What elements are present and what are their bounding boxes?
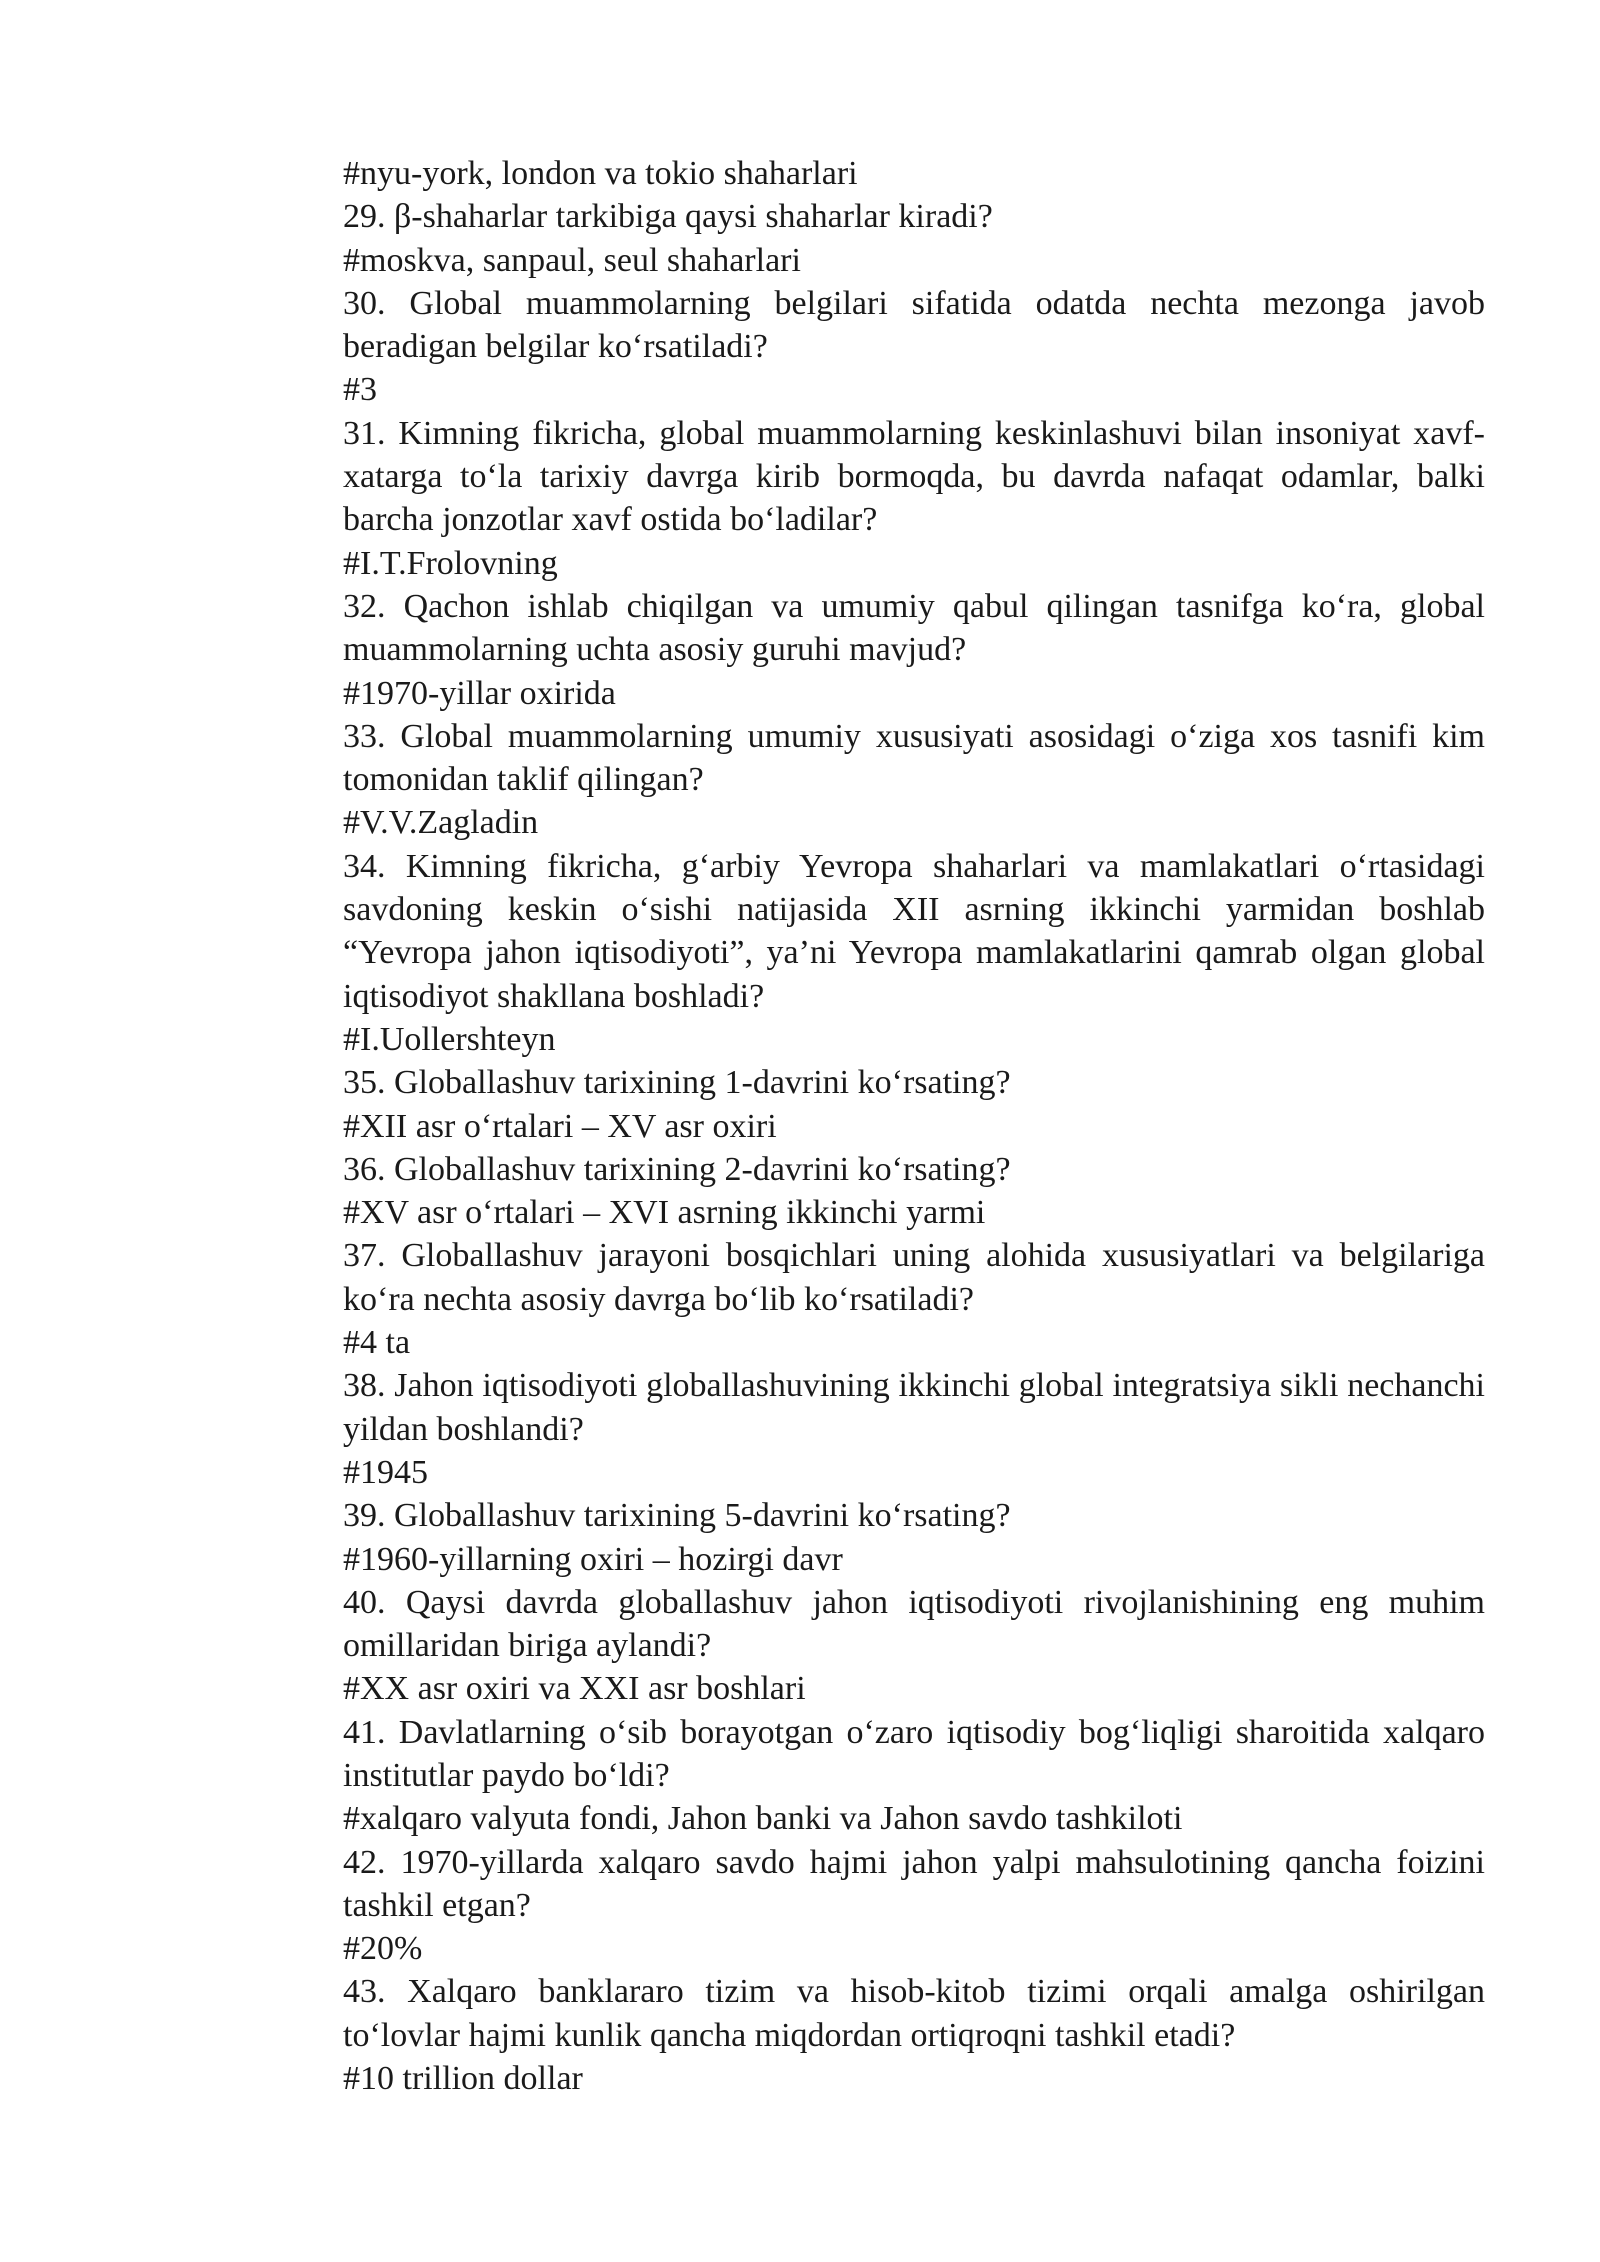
question-31: 31. Kimning fikricha, global muammolarning keskinlashuvi bilan insoniyat xavf-xatarga to‘la tarixiy davrga kirib bormoqda, bu davrda nafaqat odamlar, balki barcha jonzotlar xavf ostida bo‘ladilar? [343,414,1485,539]
answer-37: #4 ta [343,1324,411,1362]
answer-29: #moskva, sanpaul, seul shaharlari [343,241,801,279]
answer-line: #nyu-york, london va tokio shaharlari [343,155,858,192]
answer-35: #XII asr o‘rtalari – XV asr oxiri [343,1107,777,1145]
question-37: 37. Globallashuv jarayoni bosqichlari uning alohida xususiyatlari va belgilariga ko‘ra nechta asosiy davrga bo‘lib ko‘rsatiladi? [343,1237,1485,1318]
question-answer-list [343,152,1485,2100]
question-33: 33. Global muammolarning umumiy xususiyati asosidagi o‘ziga xos tasnifi kim tomonidan taklif qilingan? [343,717,1485,799]
answer-33: #V.V.Zagladin [343,804,539,842]
question-36: 36. Globallashuv tarixining 2-davrini ko‘rsating? [343,1150,1011,1188]
answer-42: #20% [343,1930,423,1968]
answer-31: #I.T.Frolovning [343,544,558,582]
question-38: 38. Jahon iqtisodiyoti globallashuvining ikkinchi global integratsiya sikli nechanchi yildan boshlandi? [343,1367,1485,1448]
question-30: 30. Global muammolarning belgilari sifatida odatda nechta mezonga javob beradigan belgilar ko‘rsatiladi? [343,284,1485,366]
question-41: 41. Davlatlarning o‘sib borayotgan o‘zaro iqtisodiy bog‘liqligi sharoitida xalqaro institutlar paydo bo‘ldi? [343,1713,1485,1794]
answer-38: #1945 [343,1453,428,1491]
question-43: 43. Xalqaro banklararo tizim va hisob-kitob tizimi orqali amalga oshirilgan to‘lovlar hajmi kunlik qancha miqdordan ortiqroqni tashkil etadi? [343,1973,1485,2054]
question-34: 34. Kimning fikricha, g‘arbiy Yevropa shaharlari va mamlakatlari o‘rtasidagi savdoning keskin o‘sishi natijasida XII asrning ikkinchi yarmidan boshlab “Yevropa jahon iqtisodiyoti”, ya’ni Yevropa mamlakatlarini qamrab olgan global iqtisodiyot shakllana boshladi? [343,847,1485,1015]
answer-41: #xalqaro valyuta fondi, Jahon banki va Jahon savdo tashkiloti [343,1800,1183,1838]
question-32: 32. Qachon ishlab chiqilgan va umumiy qabul qilingan tasnifga ko‘ra, global muammolarning uchta asosiy guruhi mavjud? [343,587,1485,669]
answer-32: #1970-yillar oxirida [343,674,616,712]
answer-34: #I.Uollershteyn [343,1020,556,1058]
question-29: 29. β-shaharlar tarkibiga qaysi shaharlar kiradi? [343,198,993,236]
question-42: 42. 1970-yillarda xalqaro savdo hajmi jahon yalpi mahsulotining qancha foizini tashkil etgan? [343,1843,1485,1924]
answer-43: #10 trillion dollar [343,2060,583,2098]
answer-30: #3 [343,371,377,409]
answer-36: #XV asr o‘rtalari – XVI asrning ikkinchi yarmi [343,1194,986,1232]
question-40: 40. Qaysi davrda globallashuv jahon iqtisodiyoti rivojlanishining eng muhim omillaridan biriga aylandi? [343,1583,1485,1665]
answer-40: #XX asr oxiri va XXI asr boshlari [343,1670,806,1708]
answer-39: #1960-yillarning oxiri – hozirgi davr [343,1540,843,1578]
question-35: 35. Globallashuv tarixining 1-davrini ko‘rsating? [343,1064,1011,1102]
question-39: 39. Globallashuv tarixining 5-davrini ko‘rsating? [343,1497,1011,1535]
